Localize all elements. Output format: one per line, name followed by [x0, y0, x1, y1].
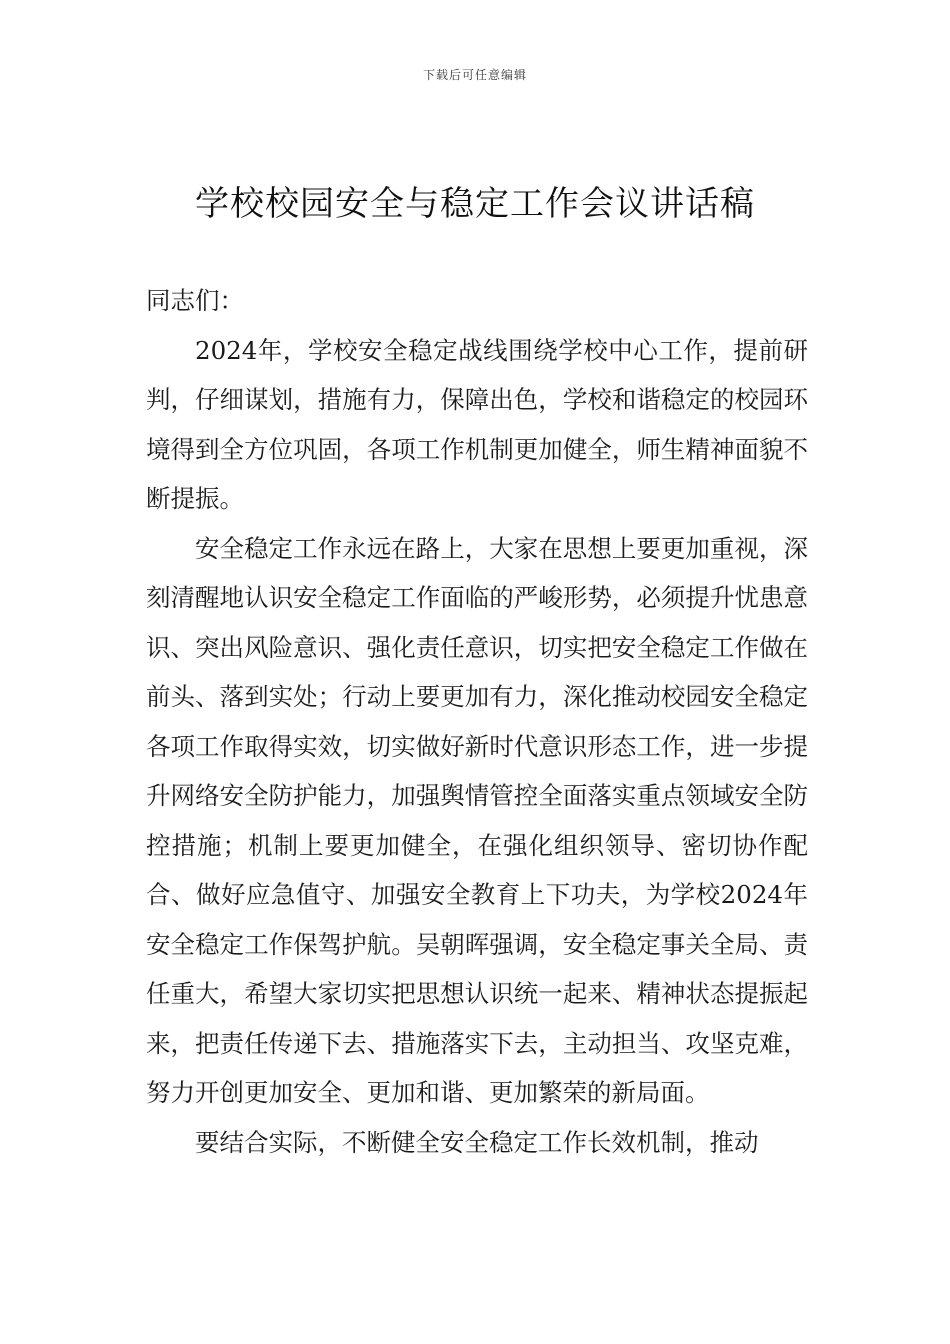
- header-note: 下载后可任意编辑: [422, 68, 527, 82]
- paragraph-3: 要结合实际，不断健全安全稳定工作长效机制，推动: [195, 1127, 759, 1157]
- paragraph-2: 安全稳定工作永远在路上，大家在思想上要更加重视，深刻清醒地认识安全稳定工作面临的严峻形势，必须提升忧患意识、突出风险意识、强化责任意识，切实把安全稳定工作做在前头、落到实处；行动上要更加有力，深化推动校园安全稳定各项工作取得实效，切实做好新时代意识形态工作，进一步提升网络安全防护能力，加强舆情管控全面落实重点领域安全防控措施；机制上要更加健全，在强化组织领导、密切协作配合、做好应急值守、加强安全教育上下功夫，为学校2024年安全稳定工作保驾护航。吴朝晖强调，安全稳定事关全局、责任重大，希望大家切实把思想认识统一起来、精神状态提振起来，把责任传递下去、措施落实下去，主动担当、攻坚克难，努力开创更加安全、更加和谐、更加繁荣的新局面。: [146, 533, 808, 1107]
- document-body: [146, 276, 808, 1167]
- document-title: 学校校园安全与稳定工作会议讲话稿: [195, 184, 755, 224]
- salutation: 同志们：: [146, 286, 244, 315]
- paragraph-1: 2024年，学校安全稳定战线围绕学校中心工作，提前研判，仔细谋划，措施有力，保障出色，学校和谐稳定的校园环境得到全方位巩固，各项工作机制更加健全，师生精神面貌不断提振。: [146, 335, 808, 513]
